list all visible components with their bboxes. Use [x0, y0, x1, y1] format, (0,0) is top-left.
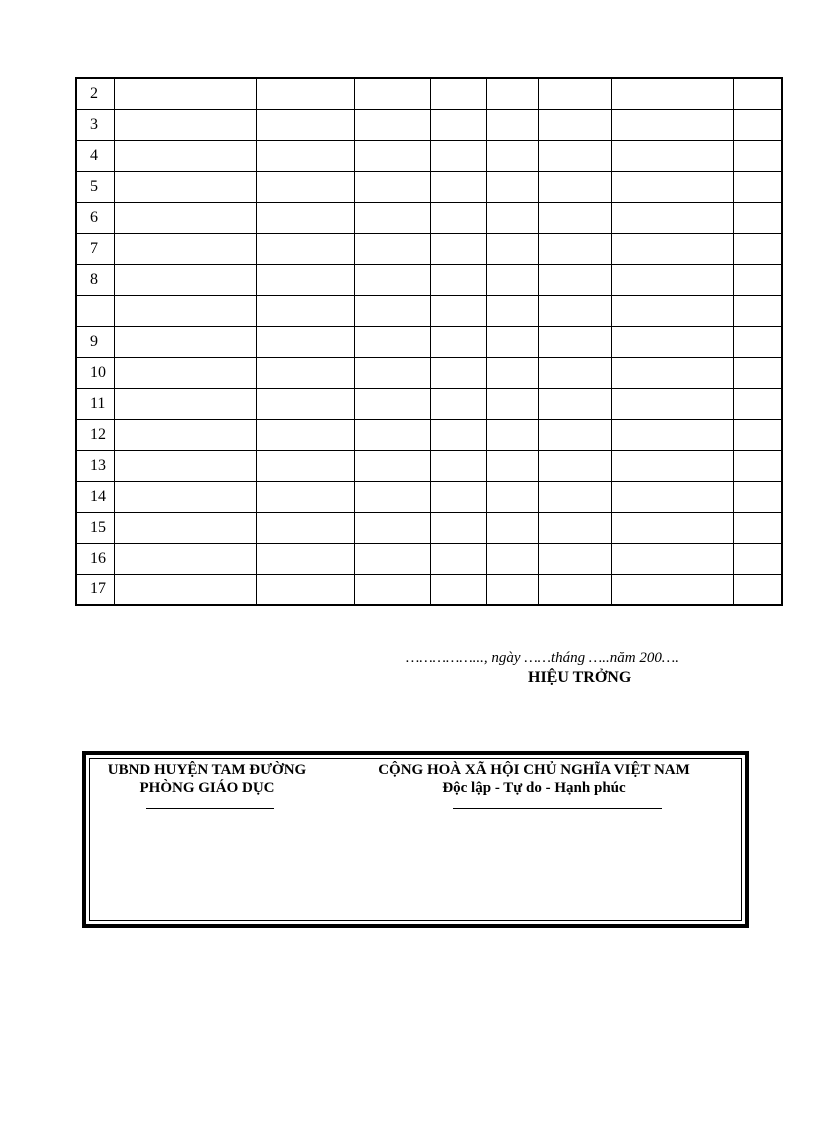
records-table-body: [76, 78, 782, 605]
row-number-cell: 6: [76, 202, 114, 233]
table-cell: [114, 543, 256, 574]
table-cell: [354, 388, 430, 419]
table-cell: [733, 512, 782, 543]
table-cell: [354, 450, 430, 481]
table-cell: [733, 264, 782, 295]
table-cell: [114, 512, 256, 543]
table-row: [76, 78, 782, 109]
table-cell: [486, 481, 538, 512]
table-cell: [354, 171, 430, 202]
table-cell: [430, 481, 486, 512]
table-cell: [256, 574, 354, 605]
table-cell: [611, 419, 733, 450]
table-cell: [611, 512, 733, 543]
signature-title: HIỆU TRỞNG: [528, 669, 632, 686]
table-cell: [611, 574, 733, 605]
table-cell: [611, 481, 733, 512]
table-cell: [114, 233, 256, 264]
table-cell: [114, 171, 256, 202]
table-cell: [114, 202, 256, 233]
table-cell: [538, 357, 611, 388]
table-cell: [611, 388, 733, 419]
table-row: [76, 543, 782, 574]
table-cell: [114, 140, 256, 171]
table-cell: [354, 109, 430, 140]
right-underline: [453, 808, 662, 809]
table-cell: [114, 388, 256, 419]
motto-line: Độc lập - Tự do - Hạnh phúc: [442, 780, 626, 796]
department-name: PHÒNG GIÁO DỤC: [139, 780, 275, 796]
table-cell: [354, 357, 430, 388]
table-cell: [486, 326, 538, 357]
table-cell: [538, 326, 611, 357]
table-cell: [538, 171, 611, 202]
table-cell: [733, 233, 782, 264]
table-cell: [733, 78, 782, 109]
official-header-box: [82, 751, 749, 928]
table-cell: [114, 574, 256, 605]
table-cell: [114, 481, 256, 512]
table-row: [76, 481, 782, 512]
table-cell: [486, 264, 538, 295]
table-cell: [733, 202, 782, 233]
table-cell: [256, 109, 354, 140]
table-cell: [611, 140, 733, 171]
table-cell: [733, 171, 782, 202]
table-cell: [733, 140, 782, 171]
table-cell: [430, 233, 486, 264]
table-cell: [256, 295, 354, 326]
table-cell: [430, 295, 486, 326]
row-number-cell: 4: [76, 140, 114, 171]
table-cell: [114, 264, 256, 295]
table-cell: [430, 171, 486, 202]
table-cell: [354, 295, 430, 326]
table-cell: [256, 512, 354, 543]
table-row: [76, 109, 782, 140]
table-cell: [733, 419, 782, 450]
table-row: [76, 450, 782, 481]
table-cell: [611, 233, 733, 264]
table-cell: [733, 357, 782, 388]
table-cell: [114, 357, 256, 388]
table-cell: [611, 109, 733, 140]
table-cell: [538, 574, 611, 605]
table-row: [76, 357, 782, 388]
country-name: CỘNG HOÀ XÃ HỘI CHỦ NGHĨA VIỆT NAM: [378, 762, 690, 778]
table-cell: [611, 202, 733, 233]
table-cell: [114, 450, 256, 481]
table-cell: [538, 109, 611, 140]
table-row: [76, 264, 782, 295]
table-cell: [486, 512, 538, 543]
records-table: [75, 77, 783, 606]
row-number-cell: 2: [76, 78, 114, 109]
table-cell: [114, 295, 256, 326]
table-cell: [256, 171, 354, 202]
table-cell: [256, 202, 354, 233]
table-cell: [354, 543, 430, 574]
table-cell: [486, 140, 538, 171]
table-cell: [611, 357, 733, 388]
table-row: [76, 326, 782, 357]
authority-name: UBND HUYỆN TAM ĐƯỜNG: [107, 762, 307, 778]
table-cell: [354, 264, 430, 295]
table-cell: [733, 326, 782, 357]
signature-date-line: ……………..., ngày ……tháng …..năm 200….: [406, 650, 679, 666]
table-cell: [354, 202, 430, 233]
table-cell: [430, 419, 486, 450]
table-cell: [114, 326, 256, 357]
table-cell: [733, 574, 782, 605]
table-cell: [430, 109, 486, 140]
table-cell: [354, 419, 430, 450]
table-cell: [538, 140, 611, 171]
row-number-cell: 15: [76, 512, 114, 543]
table-cell: [538, 419, 611, 450]
table-row: [76, 140, 782, 171]
table-cell: [256, 140, 354, 171]
table-cell: [486, 419, 538, 450]
table-row: [76, 419, 782, 450]
table-cell: [486, 202, 538, 233]
table-cell: [538, 233, 611, 264]
table-cell: [538, 450, 611, 481]
table-row: [76, 512, 782, 543]
table-cell: [538, 388, 611, 419]
national-motto: [344, 761, 724, 797]
table-cell: [256, 543, 354, 574]
table-cell: [430, 512, 486, 543]
row-number-cell: 16: [76, 543, 114, 574]
row-number-cell: [76, 295, 114, 326]
table-row: [76, 388, 782, 419]
table-cell: [430, 264, 486, 295]
table-row: [76, 202, 782, 233]
table-cell: [354, 574, 430, 605]
row-number-cell: 5: [76, 171, 114, 202]
table-cell: [611, 78, 733, 109]
table-cell: [256, 264, 354, 295]
table-cell: [354, 233, 430, 264]
table-cell: [486, 574, 538, 605]
table-cell: [611, 326, 733, 357]
row-number-cell: 3: [76, 109, 114, 140]
issuing-authority: [92, 761, 322, 797]
table-cell: [430, 543, 486, 574]
table-cell: [430, 450, 486, 481]
table-cell: [354, 481, 430, 512]
table-cell: [611, 295, 733, 326]
row-number-cell: 8: [76, 264, 114, 295]
table-cell: [256, 481, 354, 512]
row-number-cell: 17: [76, 574, 114, 605]
table-cell: [611, 543, 733, 574]
table-cell: [354, 140, 430, 171]
table-cell: [538, 264, 611, 295]
table-cell: [538, 512, 611, 543]
table-cell: [430, 78, 486, 109]
table-cell: [611, 264, 733, 295]
table-cell: [114, 419, 256, 450]
table-cell: [733, 388, 782, 419]
table-cell: [354, 512, 430, 543]
row-number-cell: 13: [76, 450, 114, 481]
row-number-cell: 11: [76, 388, 114, 419]
table-cell: [486, 388, 538, 419]
table-cell: [256, 233, 354, 264]
table-cell: [486, 295, 538, 326]
table-cell: [611, 450, 733, 481]
table-cell: [733, 109, 782, 140]
table-cell: [430, 140, 486, 171]
row-number-cell: 9: [76, 326, 114, 357]
table-cell: [114, 78, 256, 109]
table-cell: [430, 388, 486, 419]
table-row: [76, 295, 782, 326]
table-cell: [733, 450, 782, 481]
table-cell: [430, 357, 486, 388]
table-cell: [354, 78, 430, 109]
table-cell: [538, 78, 611, 109]
table-cell: [256, 419, 354, 450]
table-cell: [538, 202, 611, 233]
table-cell: [538, 295, 611, 326]
table-row: [76, 233, 782, 264]
table-cell: [486, 357, 538, 388]
table-cell: [256, 450, 354, 481]
table-cell: [114, 109, 256, 140]
table-cell: [354, 326, 430, 357]
table-cell: [486, 233, 538, 264]
table-cell: [486, 109, 538, 140]
table-cell: [486, 543, 538, 574]
table-cell: [486, 171, 538, 202]
table-cell: [256, 357, 354, 388]
table-cell: [611, 171, 733, 202]
table-cell: [733, 481, 782, 512]
row-number-cell: 7: [76, 233, 114, 264]
left-underline: [146, 808, 274, 809]
table-cell: [486, 450, 538, 481]
row-number-cell: 10: [76, 357, 114, 388]
table-cell: [430, 202, 486, 233]
table-cell: [430, 574, 486, 605]
table-cell: [256, 78, 354, 109]
table-cell: [733, 295, 782, 326]
table-cell: [256, 388, 354, 419]
table-cell: [538, 543, 611, 574]
row-number-cell: 14: [76, 481, 114, 512]
table-row: [76, 574, 782, 605]
table-cell: [538, 481, 611, 512]
table-row: [76, 171, 782, 202]
table-cell: [256, 326, 354, 357]
table-cell: [486, 78, 538, 109]
row-number-cell: 12: [76, 419, 114, 450]
table-cell: [733, 543, 782, 574]
table-cell: [430, 326, 486, 357]
